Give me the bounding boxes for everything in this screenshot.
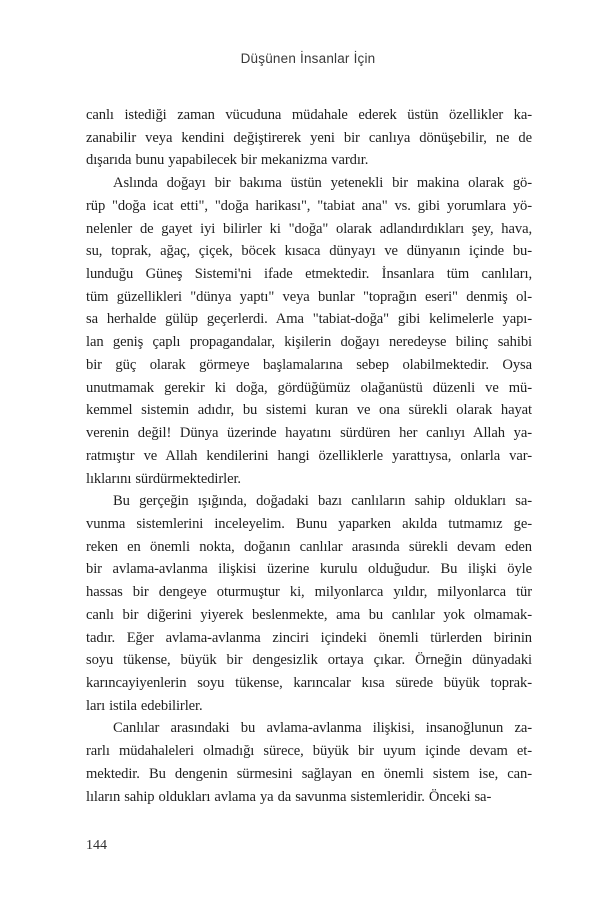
text-line: Bu gerçeğin ışığında, doğadaki bazı canlıların sahip oldukları sa- xyxy=(113,493,532,510)
text-line: nelenler de gayet iyi bilirler ki "doğa" olarak adlandırdıkları şey, hava, xyxy=(86,220,532,237)
text-line: lan geniş çaplı propagandalar, kişilerin doğayı neredeyse bilinç sahibi xyxy=(86,334,532,351)
running-header: Düşünen İnsanlar İçin xyxy=(240,51,376,66)
text-line: tüm güzellikleri "dünya yaptı" veya bunlar "toprağın eseri" denmiş ol- xyxy=(86,288,532,305)
text-line: mektedir. Bu dengenin sürmesini sağlayan en önemli sistem ise, can- xyxy=(86,765,532,782)
text-line: lunduğu Güneş Sistemi'ni ifade etmektedir. İnsanlara tüm canlıları, xyxy=(86,266,532,283)
text-line: rarlı müdahaleleri olmadığı sürece, büyük bir uyum içinde devam et- xyxy=(86,743,532,760)
text-line: vunma sistemlerini inceleyelim. Bunu yaparken akılda tutmamız ge- xyxy=(86,515,532,532)
text-line: dışarıda bunu yapabilecek bir mekanizma vardır. xyxy=(86,152,369,169)
text-line: rüp "doğa icat etti", "doğa harikası", "tabiat ana" vs. gibi yorumlara yö- xyxy=(86,197,532,214)
text-line: bir güç olarak görmeye başlamalarına sebep olabilmektedir. Oysa xyxy=(86,356,532,373)
text-line: lıların sahip oldukları avlama ya da savunma sistemleridir. Önceki sa- xyxy=(86,788,492,805)
text-line: sa herhalde gülüp geçerlerdi. Ama "tabiat-doğa" gibi kelimelerle yapı- xyxy=(86,311,532,328)
page-number: 144 xyxy=(86,838,107,853)
text-line: canlı istediği zaman vücuduna müdahale ederek üstün özellikler ka- xyxy=(86,107,532,123)
text-line: kemmel sistemin adıdır, bu sistemi kuran ve ona sürekli olarak hayat xyxy=(86,402,532,419)
body-text xyxy=(86,104,532,808)
text-line: Aslında doğayı bir bakıma üstün yetenekli bir makina olarak gö- xyxy=(113,175,532,192)
text-line: Canlılar arasındaki bu avlama-avlanma ilişkisi, insanoğlunun za- xyxy=(113,720,532,737)
text-line: hassas bir dengeye oturmuştur ki, milyonlarca yıldır, milyonlarca tür xyxy=(86,584,532,601)
text-line: unutmamak gerekir ki doğa, gördüğümüz olağanüstü düzenli ve mü- xyxy=(86,379,532,396)
text-line: soyu tükense, büyük bir dengesizlik ortaya çıkar. Örneğin dünyadaki xyxy=(86,652,532,669)
text-line: tadır. Eğer avlama-avlanma zinciri içindeki önemli türlerden birinin xyxy=(86,629,532,646)
text-line: verenin değil! Dünya üzerinde hayatını sürdüren her canlıyı Allah ya- xyxy=(86,425,532,442)
text-line: zanabilir veya kendini değiştirerek yeni bir canlıya dönüşebilir, ne de xyxy=(86,129,532,146)
text-line: karıncayiyenlerin soyu tükense, karıncalar kısa sürede büyük toprak- xyxy=(86,674,532,691)
text-line: su, toprak, ağaç, çiçek, böcek kısaca dünyayı ve dünyanın içinde bu- xyxy=(86,243,532,260)
text-line: ları istila edebilirler. xyxy=(86,697,203,714)
text-line: canlı bir diğerini yiyerek beslenmekte, ama bu canlılar yok olmamak- xyxy=(86,606,532,623)
text-line: bir avlama-avlanma ilişkisi üzerine kurulu olduğudur. Bu ilişki öyle xyxy=(86,561,532,578)
text-line: ratmıştır ve Allah kendilerini hangi özelliklerle yarattıysa, onlarla var- xyxy=(86,447,532,464)
text-line: reken en önemli nokta, doğanın canlılar arasında sürekli devam eden xyxy=(86,538,532,555)
text-line: lıklarını sürdürmektedirler. xyxy=(86,470,241,487)
